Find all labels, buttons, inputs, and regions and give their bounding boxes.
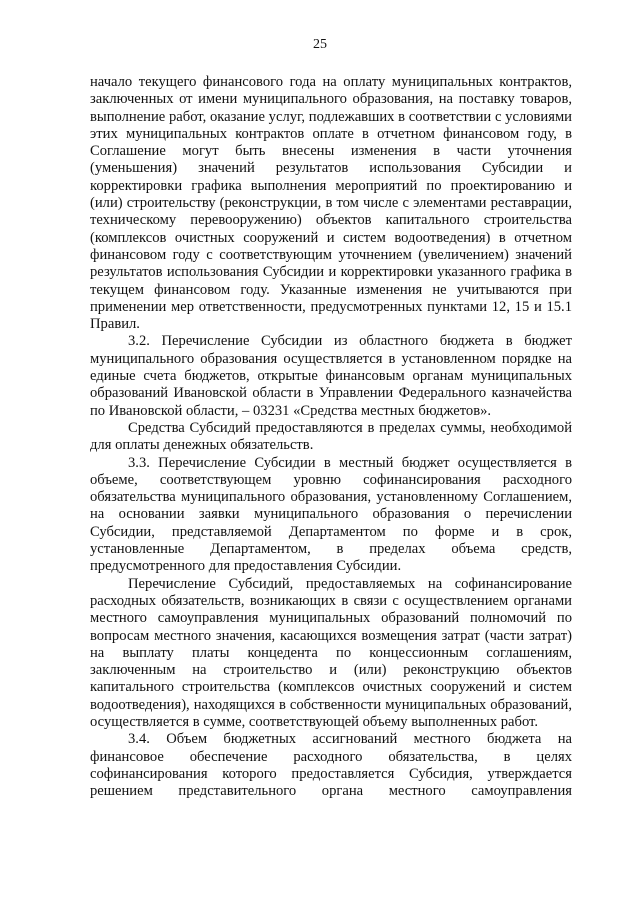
paragraph-continuation: начало текущего финансового года на оплату муниципальных контрактов, заключенных от имени муниципального образования, на поставку товаров, выполнение работ, оказание услуг, подлежавших в соответствии с условиями этих муниципальных контрактов оплате в отчетном финансовом году, в Соглашение могут быть внесены изменения в части уточнения (уменьшения) значений результатов использования Субсидии и корректировки графика выполнения мероприятий по проектированию и (или) строительству (реконструкции, в том числе с элементами реставрации, техническому перевооружению) объектов капитального строительства (комплексов очистных сооружений и систем водоотведения) в отчетном финансовом году с соответствующим уточнением (увеличением) значений результатов использования Субсидии и корректировки указанного графика в текущем финансовом году. Указанные изменения не учитываются при применении мер ответственности, предусмотренных пунктами 12, 15 и 15.1 Правил. xyxy=(90,74,572,333)
page-number: 25 xyxy=(313,37,327,52)
paragraph-3-4: 3.4. Объем бюджетных ассигнований местного бюджета на финансовое обеспечение расходного обязательства, в целях софинансирования которого предоставляется Субсидия, утверждается решением представительного органа местного самоуправления xyxy=(90,731,572,800)
paragraph-3-2: 3.2. Перечисление Субсидии из областного бюджета в бюджет муниципального образования осуществляется в установленном порядке на единые счета бюджетов, открытые финансовым органам муниципальных образований Ивановской области в Управлении Федерального казначейства по Ивановской области, – 03231 «Средства местных бюджетов». xyxy=(90,333,572,419)
document-body xyxy=(90,74,572,800)
paragraph-subsidy-transfer: Перечисление Субсидий, предоставляемых на софинансирование расходных обязательств, возникающих в связи с осуществлением органами местного самоуправления муниципальных образований полномочий по вопросам местного значения, касающихся возмещения затрат (части затрат) на выплату платы концедента по концессионным соглашениям, заключенным на строительство и (или) реконструкцию объектов капитального строительства (комплексов очистных сооружений и систем водоотведения), находящихся в собственности муниципальных образований, осуществляется в сумме, соответствующей объему выполненных работ. xyxy=(90,575,572,730)
paragraph-3-3: 3.3. Перечисление Субсидии в местный бюджет осуществляется в объеме, соответствующем уровню софинансирования расходного обязательства муниципального образования, установленному Соглашением, на основании заявки муниципального образования о перечислении Субсидии, представляемой Департаментом по форме и в срок, установленные Департаментом, в пределах объема средств, предусмотренного для предоставления Субсидии. xyxy=(90,454,572,575)
paragraph-subsidy-funds: Средства Субсидий предоставляются в пределах суммы, необходимой для оплаты денежных обязательств. xyxy=(90,419,572,454)
